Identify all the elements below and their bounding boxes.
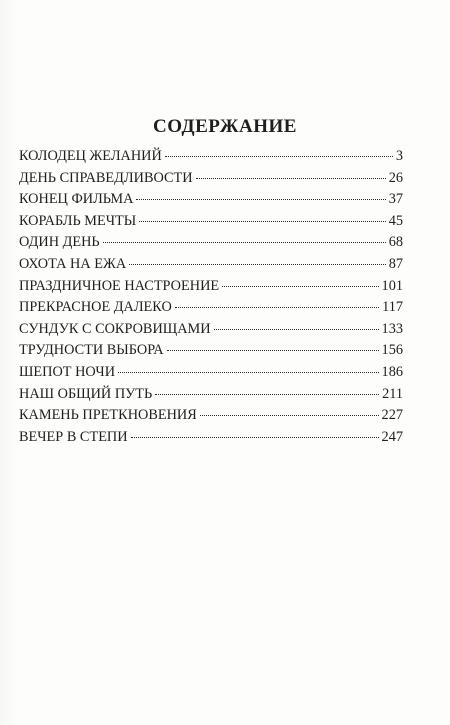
dot-leader bbox=[139, 221, 385, 222]
dot-leader bbox=[131, 437, 379, 438]
dot-leader bbox=[136, 199, 385, 200]
toc-entry-page-number: 68 bbox=[388, 234, 403, 251]
dot-leader bbox=[118, 372, 379, 373]
toc-entry bbox=[19, 364, 403, 386]
toc-entry bbox=[19, 407, 403, 429]
dot-leader bbox=[129, 264, 386, 265]
toc-entry bbox=[19, 342, 403, 364]
dot-leader bbox=[165, 156, 393, 157]
toc-entry bbox=[19, 321, 403, 343]
toc-entry-title: ПРАЗДНИЧНОЕ НАСТРОЕНИЕ bbox=[19, 277, 220, 294]
dot-leader bbox=[103, 242, 386, 243]
toc-entry-title: ПРЕКРАСНОЕ ДАЛЕКО bbox=[19, 299, 172, 316]
dot-leader bbox=[222, 286, 378, 287]
toc-entry-title: ШЕПОТ НОЧИ bbox=[19, 363, 116, 380]
toc-entry-title: КАМЕНЬ ПРЕТКНОВЕНИЯ bbox=[19, 407, 197, 424]
toc-entry-title: ТРУДНОСТИ ВЫБОРА bbox=[19, 342, 164, 359]
toc-entry bbox=[19, 386, 403, 408]
toc-entry-page-number: 117 bbox=[382, 299, 403, 316]
toc-entry bbox=[19, 191, 403, 213]
toc-entry bbox=[19, 170, 403, 192]
toc-entry-page-number: 101 bbox=[381, 277, 403, 294]
toc-heading: СОДЕРЖАНИЕ bbox=[153, 116, 297, 137]
toc-entry bbox=[19, 213, 403, 235]
toc-entry-page-number: 186 bbox=[381, 363, 403, 380]
dot-leader bbox=[200, 415, 379, 416]
toc-entry-title: ОДИН ДЕНЬ bbox=[19, 234, 100, 251]
toc-entry-title: ОХОТА НА ЕЖА bbox=[19, 255, 127, 272]
dot-leader bbox=[155, 394, 379, 395]
dot-leader bbox=[214, 329, 379, 330]
toc-entry-page-number: 45 bbox=[388, 212, 403, 229]
toc-entry-title: КОНЕЦ ФИЛЬМА bbox=[19, 191, 134, 208]
toc-entry bbox=[19, 429, 403, 451]
toc-entry-page-number: 247 bbox=[381, 428, 403, 445]
toc-entry-page-number: 133 bbox=[381, 320, 403, 337]
toc-entry bbox=[19, 256, 403, 278]
toc-entry-page-number: 37 bbox=[388, 191, 403, 208]
toc-entry-title: НАШ ОБЩИЙ ПУТЬ bbox=[19, 385, 153, 402]
show-through-text bbox=[0, 100, 450, 111]
toc-entry-page-number: 156 bbox=[381, 342, 403, 359]
toc-entry-page-number: 3 bbox=[395, 148, 403, 164]
dot-leader bbox=[175, 307, 379, 308]
toc-entry bbox=[19, 278, 403, 300]
toc-entry bbox=[19, 234, 403, 256]
toc-entry bbox=[19, 299, 403, 321]
toc-entry-title: СУНДУК С СОКРОВИЩАМИ bbox=[19, 320, 211, 337]
toc-entry bbox=[19, 148, 403, 170]
toc-entry-page-number: 26 bbox=[388, 169, 403, 186]
toc-entry-title: КОЛОДЕЦ ЖЕЛАНИЙ bbox=[19, 148, 162, 164]
dot-leader bbox=[196, 178, 386, 179]
toc-entry-title: ДЕНЬ СПРАВЕДЛИВОСТИ bbox=[19, 169, 193, 186]
table-of-contents bbox=[19, 148, 403, 450]
toc-entry-title: ВЕЧЕР В СТЕПИ bbox=[19, 428, 128, 445]
toc-entry-page-number: 87 bbox=[388, 255, 403, 272]
toc-entry-page-number: 227 bbox=[381, 407, 403, 424]
dot-leader bbox=[167, 350, 379, 351]
toc-entry-page-number: 211 bbox=[382, 385, 403, 402]
toc-entry-title: КОРАБЛЬ МЕЧТЫ bbox=[19, 212, 137, 229]
